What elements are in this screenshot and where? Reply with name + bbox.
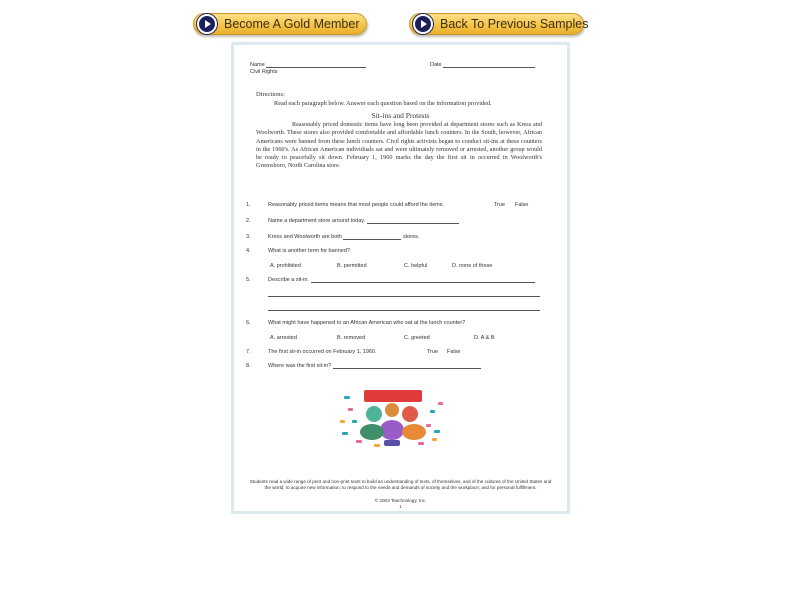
directions-label: Directions: xyxy=(256,91,285,98)
become-gold-member-label: Become A Gold Member xyxy=(224,17,360,31)
answer-line xyxy=(268,310,540,311)
question-text: Reasonably priced items means that most people could afford the items. xyxy=(268,202,444,208)
question-text-wrap xyxy=(268,363,481,369)
question-text-wrap xyxy=(268,218,459,224)
question-number: 4. xyxy=(246,248,251,254)
subject-label: Civil Rights xyxy=(250,69,278,75)
standards-footer: Students read a wide range of print and non-print texts to build an understanding of texts, of themselves, and of the cultures of the United States and the world; to acquire new information; to respond to the needs and demands of society and the workplace; and for personal fulfillment. xyxy=(249,479,552,491)
page-number: 1 xyxy=(399,504,402,509)
option-d: D. A & B xyxy=(474,335,495,341)
back-to-samples-button[interactable] xyxy=(409,13,589,35)
name-line xyxy=(266,67,366,68)
question-number: 5. xyxy=(246,277,251,283)
worksheet-preview xyxy=(231,42,570,514)
false-option: False xyxy=(515,202,529,208)
option-d: D. none of these xyxy=(452,263,493,269)
option-b: B. removed xyxy=(337,335,366,341)
question-number: 3. xyxy=(246,234,251,240)
worksheet-title: Sit-ins and Protests xyxy=(371,111,430,120)
reading-paragraph: Reasonably priced domestic items have long been provided at department stores such as Kress and Woolworth. These stores also provided comfortable and affordable lunch counters. In the South, however, African Americans were banned from these lunch counters. Civil rights activists began to conduct sit-ins at these counters in the 1960's. As African American individuals sat and were ultimately removed or arrested, another group would be ready to peacefully sit down. February 1, 1960 marks the day the first sit in occurred in Woolworth's Greensboro, North Carolina store. xyxy=(256,121,542,170)
true-option: True xyxy=(494,202,506,208)
date-label: Date xyxy=(430,62,442,68)
false-option: False xyxy=(447,349,461,355)
play-icon xyxy=(413,14,433,34)
question-text: Where was the first sit-in? xyxy=(268,363,332,369)
answer-line xyxy=(311,282,535,283)
date-field xyxy=(430,62,535,68)
question-text: What is another term for banned? xyxy=(268,248,350,254)
answer-line xyxy=(268,296,540,297)
name-label: Name xyxy=(250,62,265,68)
question-text-end: stores. xyxy=(402,234,420,240)
option-a: A. arrested xyxy=(270,335,297,341)
question-text: Name a department store around today. xyxy=(268,218,366,224)
date-line xyxy=(443,67,535,68)
true-option: True xyxy=(427,349,439,355)
option-a: A. prohibited xyxy=(270,263,301,269)
question-number: 2. xyxy=(246,218,251,224)
question-text: The first sit-in occurred on February 1, 1960. xyxy=(268,349,377,355)
option-c: C. greeted xyxy=(404,335,430,341)
become-gold-member-button[interactable] xyxy=(193,13,367,35)
protest-clipart xyxy=(334,380,450,452)
answer-line xyxy=(333,368,481,369)
question-text: What might have happened to an African American who sat at the lunch counter? xyxy=(268,320,466,326)
question-text-wrap xyxy=(268,277,535,283)
question-number: 8. xyxy=(246,363,251,369)
answer-line xyxy=(343,239,401,240)
directions-text: Read each paragraph below. Answer each question based on the information provided. xyxy=(274,100,492,107)
question-number: 6. xyxy=(246,320,251,326)
question-text: Kress and Woolworth are both xyxy=(268,234,342,240)
copyright: © 2003 Teachnology, Inc. xyxy=(374,498,427,503)
answer-line xyxy=(367,223,459,224)
question-text: Describe a sit-in. xyxy=(268,277,309,283)
play-icon xyxy=(197,14,217,34)
question-number: 7. xyxy=(246,349,251,355)
option-b: B. permitted xyxy=(337,263,367,269)
back-to-samples-label: Back To Previous Samples xyxy=(440,17,589,31)
question-text-wrap xyxy=(268,234,419,240)
name-field xyxy=(250,62,366,68)
option-c: C. helpful xyxy=(404,263,428,269)
question-number: 1. xyxy=(246,202,251,208)
